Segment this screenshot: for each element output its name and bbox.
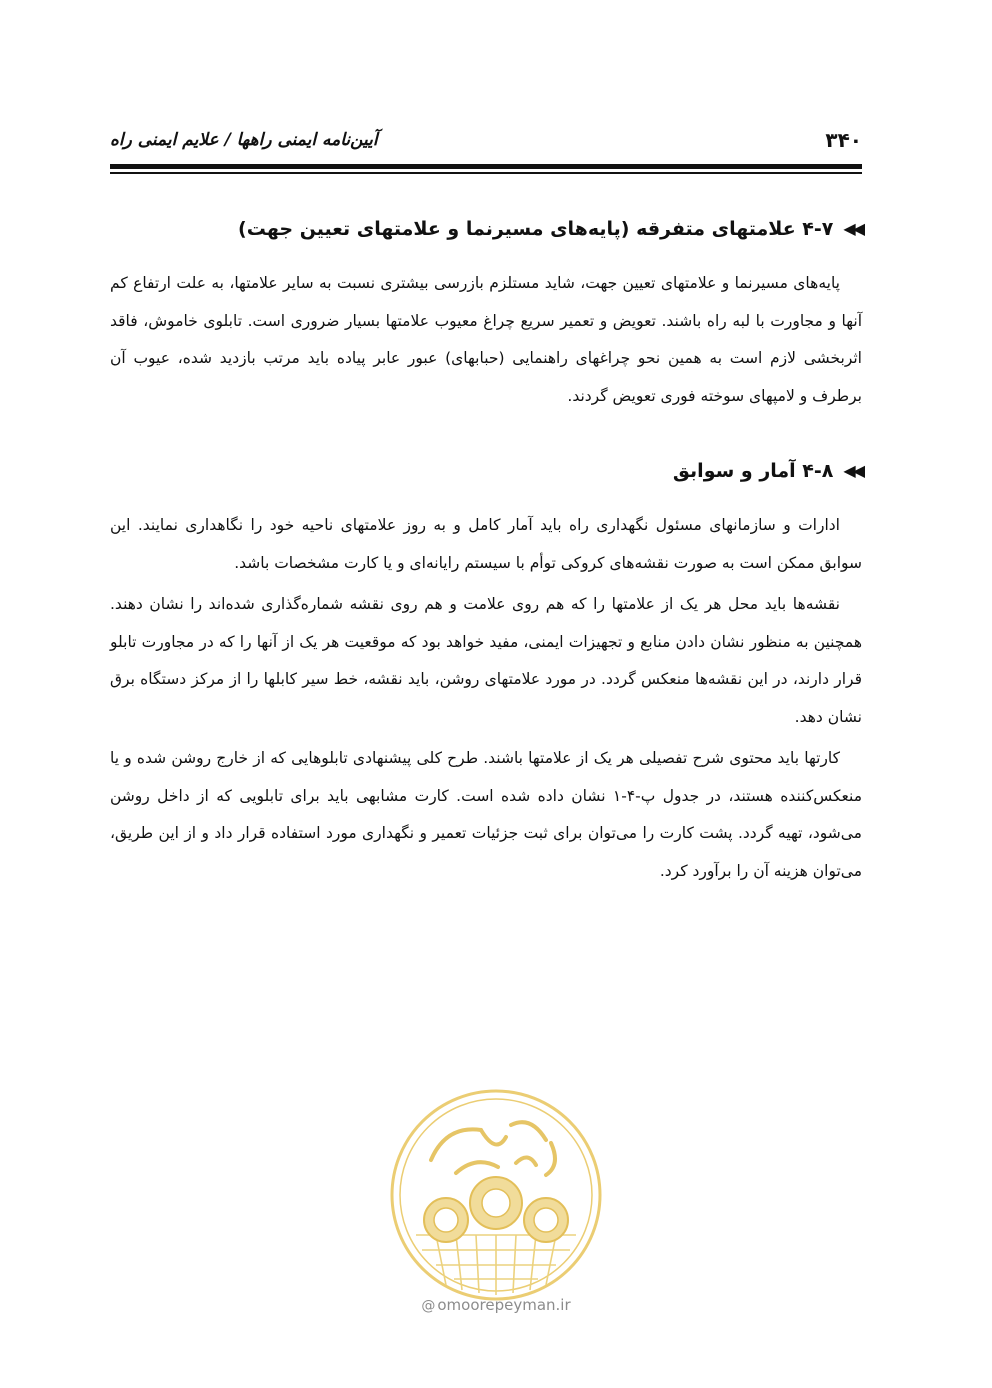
- running-title: آیین‌نامه ایمنی راهها / علایم ایمنی راه: [110, 130, 378, 150]
- double-arrow-icon: ◀◀: [843, 461, 862, 480]
- section-title: ۴-۷ علامتهای متفرقه (پایه‌های مسیرنما و علامتهای تعیین جهت): [238, 218, 834, 240]
- page-number: ۳۴۰: [825, 128, 862, 152]
- paragraph: کارتها باید محتوی شرح تفصیلی هر یک از علامتها باشند. طرح کلی پیشنهادی تابلوهایی که از خارج روشن شده و یا منعکس‌کننده هستند، در جدول پ-۴-۱ نشان داده شده است. کارت مشابهی باید برای تابلویی که از داخل روشن می‌شود، تهیه گردد. پشت کارت را می‌توان برای ثبت جزئیات تعمیر و نگهداری مورد استفاده قرار داد و از این طریق، می‌توان هزینه آن را برآورد کرد.: [110, 749, 862, 880]
- page-header: [110, 128, 862, 168]
- paragraph: پایه‌های مسیرنما و علامتهای تعیین جهت، شاید مستلزم بازرسی بیشتری نسبت به سایر علامتها، به علت ارتفاع کم آنها و مجاورت با لبه راه باشند. تعویض و تعمیر سریع چراغ معیوب علامتها بسیار ضروری است. تابلوی خاموش، فاقد اثربخشی لازم است به همین نحو چراغهای راهنمایی (حبابهای) عبور عابر پیاده باید مرتب بازدید شده، عیوب آن برطرف و لامپهای سوخته فوری تعویض گردند.: [110, 274, 862, 405]
- section-heading-4-7: [110, 205, 862, 253]
- double-arrow-icon: ◀◀: [843, 219, 862, 238]
- paragraph: نقشه‌ها باید محل هر یک از علامتها را که هم روی علامت و هم روی نقشه شماره‌گذاری شده‌اند را نشان دهند. همچنین به منظور نشان دادن منابع و تجهیزات ایمنی، مفید خواهد بود که موقعیت هر یک از آنها را که در مجاورت تابلو قرار دارند، در این نقشه‌ها منعکس گردد. در مورد علامتهای روشن، باید نقشه، خط سیر کابلها را از مرکز دستگاه برق نشان دهد.: [110, 595, 862, 726]
- section-heading-4-8: [110, 447, 862, 495]
- watermark-site: [380, 1296, 612, 1314]
- watermark-seal-logo: [386, 1085, 606, 1305]
- main-content: [110, 205, 862, 890]
- site-text: omoorepeyman.ir: [437, 1296, 571, 1314]
- paragraph: ادارات و سازمانهای مسئول نگهداری راه باید آمار کامل و به روز علامتهای ناحیه خود را نگاهداری نمایند. این سوابق ممکن است به صورت نقشه‌های کروکی توأم با سیستم رایانه‌ای و یا کارت مشخصات باشد.: [110, 516, 862, 572]
- header-rule-thin: [110, 172, 862, 174]
- header-rule-thick: [110, 164, 862, 169]
- at-icon: @: [421, 1298, 436, 1314]
- section-title: ۴-۸ آمار و سوابق: [672, 460, 834, 482]
